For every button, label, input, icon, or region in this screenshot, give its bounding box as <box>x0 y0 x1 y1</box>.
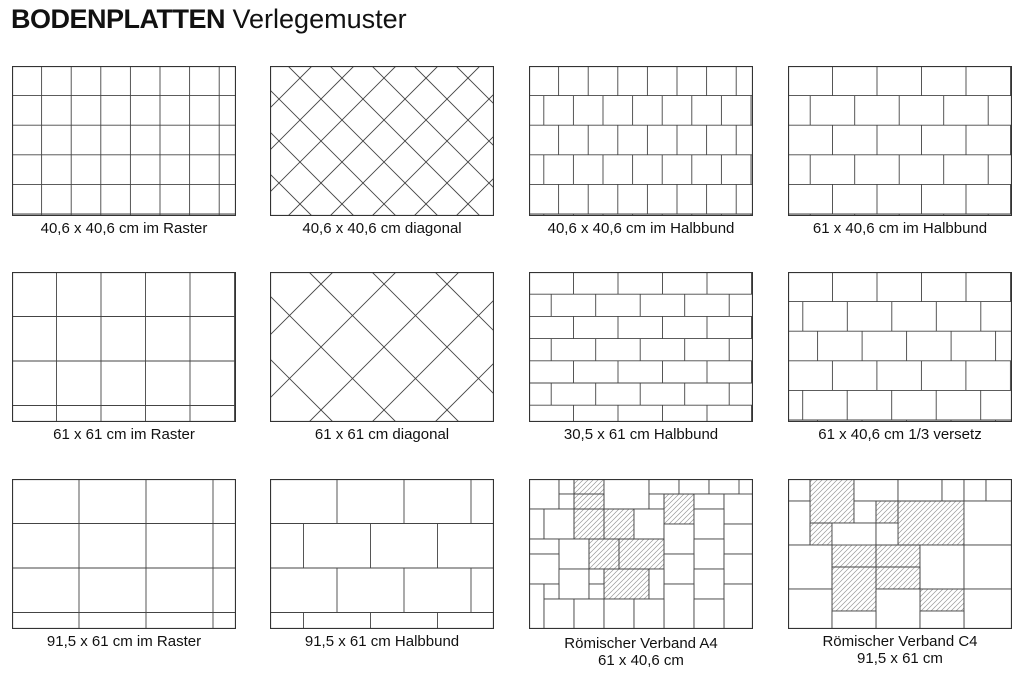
pattern-diagonal-61 <box>270 272 494 422</box>
pattern-caption-7: 30,5 x 61 cm Halbbund <box>563 426 719 443</box>
pattern-roman-c4 <box>788 479 1012 629</box>
pattern-tile-4 <box>788 66 1012 216</box>
pattern-grid-915x61 <box>12 479 236 629</box>
pattern-tile-12 <box>788 479 1012 629</box>
pattern-third-offset <box>788 272 1012 422</box>
pattern-tile-10 <box>270 479 494 629</box>
pattern-caption-11: Römischer Verband A4 61 x 40,6 cm <box>564 635 718 669</box>
pattern-grid-61 <box>12 272 236 422</box>
pattern-tile-11 <box>529 479 753 629</box>
pattern-tile-1 <box>12 66 236 216</box>
pattern-caption-6: 61 x 61 cm diagonal <box>314 426 450 443</box>
pattern-grid-406 <box>12 66 236 216</box>
pattern-caption-1: 40,6 x 40,6 cm im Raster <box>40 220 208 237</box>
pattern-tile-5 <box>12 272 236 422</box>
pattern-tile-3 <box>529 66 753 216</box>
pattern-tile-2 <box>270 66 494 216</box>
pattern-caption-8: 61 x 40,6 cm 1/3 versetz <box>818 426 982 443</box>
pattern-tile-7 <box>529 272 753 422</box>
page-title <box>11 4 407 35</box>
pattern-caption-9: 91,5 x 61 cm im Raster <box>46 633 202 650</box>
pattern-caption-4: 61 x 40,6 cm im Halbbund <box>812 220 988 237</box>
pattern-halfbond-61x406 <box>788 66 1012 216</box>
title-rest: Verlegemuster <box>232 4 407 34</box>
pattern-halfbond-406 <box>529 66 753 216</box>
pattern-tile-8 <box>788 272 1012 422</box>
pattern-roman-a4 <box>529 479 753 629</box>
pattern-caption-5: 61 x 61 cm im Raster <box>53 426 195 443</box>
pattern-caption-3: 40,6 x 40,6 cm im Halbbund <box>547 220 735 237</box>
pattern-caption-10: 91,5 x 61 cm Halbbund <box>304 633 460 650</box>
pattern-tile-9 <box>12 479 236 629</box>
pattern-tile-6 <box>270 272 494 422</box>
pattern-diagonal-406 <box>270 66 494 216</box>
pattern-caption-12: Römischer Verband C4 91,5 x 61 cm <box>822 633 978 667</box>
pattern-halfbond-305x61 <box>529 272 753 422</box>
pattern-caption-2: 40,6 x 40,6 cm diagonal <box>302 220 462 237</box>
pattern-halfbond-915x61 <box>270 479 494 629</box>
title-bold: BODENPLATTEN <box>11 4 225 34</box>
